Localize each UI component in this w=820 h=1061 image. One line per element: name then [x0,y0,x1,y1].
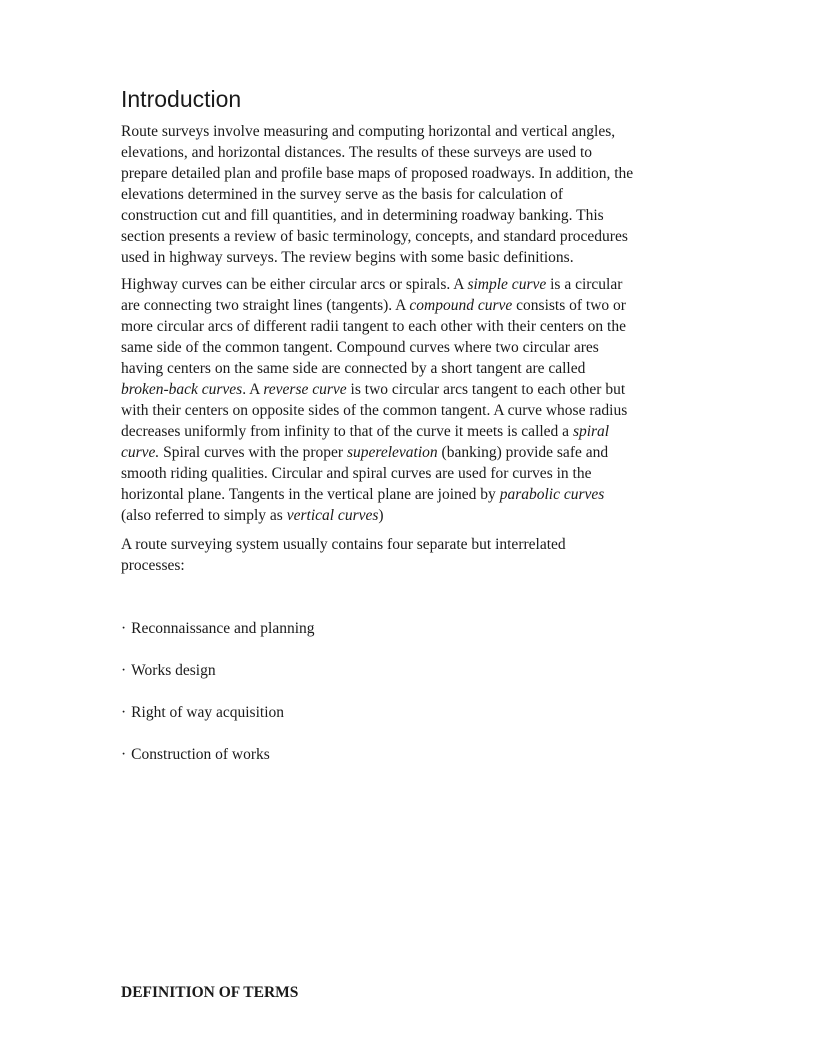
term-vertical-curves: vertical curves [286,507,379,524]
list-item [121,744,270,765]
paragraph-line: A route surveying system usually contains four separate but interrelated [121,536,566,553]
term-reverse-curve: reverse curve [263,381,347,398]
paragraph-line: having centers on the same side are connected by a short tangent are called [121,360,586,377]
paragraph-line [121,442,711,463]
text-run: ) [378,507,384,524]
term-broken-back-curves: broken-back curves [121,381,243,398]
text-run: consists of two or [512,297,626,314]
text-run: is two circular arcs tangent to each other but [346,381,626,398]
paragraph-line: elevations determined in the survey serve as the basis for calculation of [121,186,564,203]
text-run: is a circular [546,276,623,293]
paragraph-line: with their centers on opposite sides of the common tangent. A curve whose radius [121,402,628,419]
list-item-label: Construction of works [131,746,270,763]
bullet-marker: · [121,662,127,679]
paragraph-line: used in highway surveys. The review begins with some basic definitions. [121,249,574,266]
text-run: (also referred to simply as [121,507,287,524]
paragraph-line: processes: [121,557,185,574]
paragraph-line [121,505,711,526]
paragraph-highway-curves [121,274,711,526]
list-item [121,660,216,681]
paragraph-line: prepare detailed plan and profile base maps of proposed roadways. In addition, the [121,165,634,182]
paragraph-line: smooth riding qualities. Circular and spiral curves are used for curves in the [121,465,592,482]
paragraph-intro [121,121,711,268]
term-superelevation: superelevation [346,444,438,461]
paragraph-line [121,274,711,295]
text-run: decreases uniformly from infinity to that of the curve it meets is called a [121,423,573,440]
list-item [121,702,284,723]
bullet-marker: · [121,746,127,763]
paragraph-line [121,379,711,400]
paragraph-processes [121,534,711,576]
list-item-label: Reconnaissance and planning [131,620,315,637]
term-parabolic-curves: parabolic curves [499,486,605,503]
text-run: (banking) provide safe and [437,444,609,461]
term-curve: curve. [121,444,160,461]
text-run: horizontal plane. Tangents in the vertical plane are joined by [121,486,500,503]
list-item-label: Right of way acquisition [131,704,284,721]
list-item-label: Works design [131,662,216,679]
paragraph-line: Route surveys involve measuring and computing horizontal and vertical angles, [121,123,616,140]
paragraph-line: more circular arcs of different radii tangent to each other with their centers on the [121,318,626,335]
section-heading: DEFINITION OF TERMS [121,984,299,1001]
paragraph-line: elevations, and horizontal distances. The results of these surveys are used to [121,144,593,161]
text-run: are connecting two straight lines (tangents). A [121,297,410,314]
page-title: Introduction [121,86,242,112]
paragraph-line [121,484,711,505]
term-spiral: spiral [572,423,610,440]
bullet-marker: · [121,704,127,721]
text-run: Highway curves can be either circular arcs or spirals. A [121,276,468,293]
term-compound-curve: compound curve [409,297,513,314]
list-item [121,618,315,639]
paragraph-line: same side of the common tangent. Compound curves where two circular ares [121,339,599,356]
paragraph-line [121,421,711,442]
paragraph-line: construction cut and fill quantities, and in determining roadway banking. This [121,207,604,224]
term-simple-curve: simple curve [467,276,547,293]
paragraph-line: section presents a review of basic terminology, concepts, and standard procedures [121,228,628,245]
paragraph-line [121,295,711,316]
text-run: Spiral curves with the proper [159,444,347,461]
text-run: . A [242,381,264,398]
bullet-marker: · [121,620,127,637]
